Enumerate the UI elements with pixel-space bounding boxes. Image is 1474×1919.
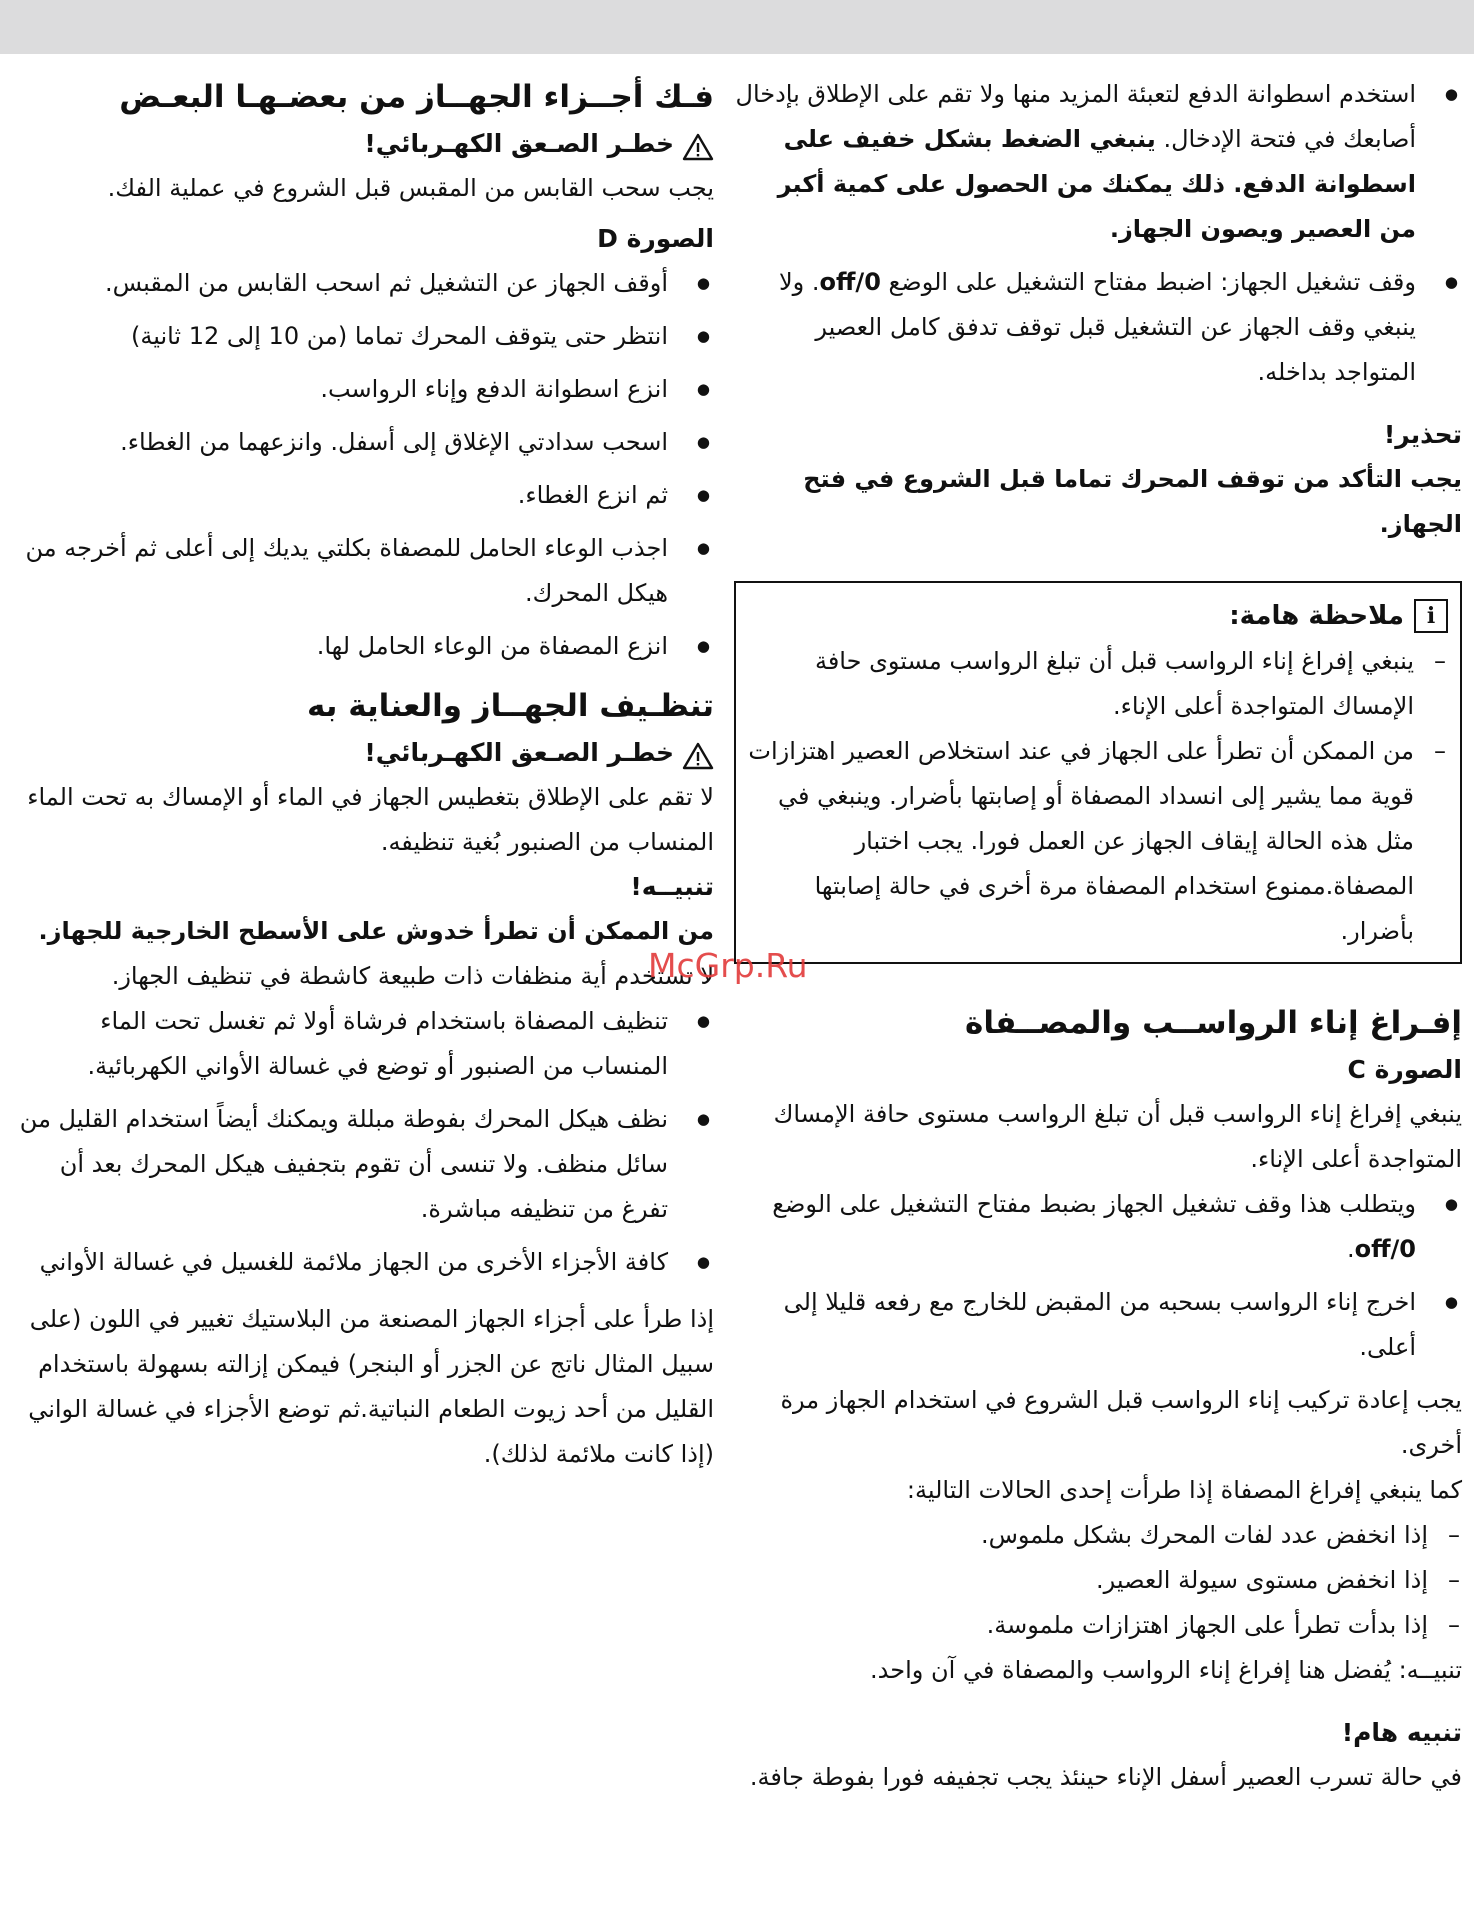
emptying-intro: ينبغي إفراغ إناء الرواسب قبل أن تبلغ الرواسب مستوى حافة الإمساك المتواجدة أعلى الإناء. <box>773 1100 1462 1173</box>
warning-triangle-icon <box>682 740 714 768</box>
list-item: ● اجذب الوعاء الحامل للمصفاة بكلتي يديك إلى أعلى ثم أخرجه من هيكل المحرك. <box>12 526 714 616</box>
disassembly-steps <box>12 261 714 669</box>
warning-triangle-icon <box>682 131 714 159</box>
list-item: ● تنظيف المصفاة باستخدام فرشاة أولا ثم تغسل تحت الماء المنساب من الصنبور أو توضع في غسالة الأواني الكهربائية. <box>12 999 714 1089</box>
caution-text: من الممكن أن تطرأ خدوش على الأسطح الخارجية للجهاز. <box>38 917 714 945</box>
figure-c-label: الصورة C <box>1347 1055 1462 1084</box>
discoloration-text: إذا طرأ على أجزاء الجهاز المصنعة من البلاستيك تغيير في اللون (على سبيل المثال ناتج عن الجزر أو البنجر) فيمكن إزالته بسهولة باستخدام القليل من أحد زيوت الطعام النباتية.ثم توضع الأجزاء في غسالة الواني (إذا كانت ملائمة لذلك). <box>28 1305 714 1468</box>
no-abrasive-text: لا تستخدم أية منظفات ذات طبيعة كاشطة في تنظيف الجهاز. <box>111 962 714 990</box>
list-item: ● وقف تشغيل الجهاز: اضبط مفتاح التشغيل على الوضع off/0. ولا ينبغي وقف الجهاز عن التشغيل قبل توقف تدفق كامل العصير المتواجد بداخله. <box>734 260 1462 395</box>
list-item: – ينبغي إفراغ إناء الرواسب قبل أن تبلغ الرواسب مستوى حافة الإمساك المتواجدة أعلى الإناء. <box>748 639 1448 729</box>
reassemble-text: يجب إعادة تركيب إناء الرواسب قبل الشروع في استخدام الجهاز مرة أخرى. <box>780 1386 1462 1459</box>
emptying-heading: إفـراغ إناء الرواســب والمصــفاة <box>965 1005 1462 1041</box>
watermark: McGrp.Ru <box>648 946 808 985</box>
unplug-text: يجب سحب القابس من المقبس قبل الشروع في عملية الفك. <box>107 174 714 202</box>
list-item: ● ويتطلب هذا وقف تشغيل الجهاز بضبط مفتاح التشغيل على الوضع off/0. <box>734 1182 1462 1272</box>
usage-bullets <box>734 72 1462 395</box>
list-item: – إذا انخفض مستوى سيولة العصير. <box>734 1558 1462 1603</box>
list-item: ● اسحب سدادتي الإغلاق إلى أسفل. وانزعهما من الغطاء. <box>12 420 714 465</box>
info-icon: i <box>1414 599 1448 633</box>
emptying-bullets <box>734 1182 1462 1370</box>
list-item: – من الممكن أن تطرأ على الجهاز في عند استخلاص العصير اهتزازات قوية مما يشير إلى انسداد المصفاة أو إصابتها بأضرار. وينبغي في مثل هذه الحالة إيقاف الجهاز عن العمل فورا. يجب اختبار المصفاة.ممنوع استخدام المصفاة مرة أخرى في حالة إصابتها بأضرار. <box>748 729 1448 954</box>
left-column <box>12 72 714 1477</box>
also-empty-text: كما ينبغي إفراغ المصفاة إذا طرأت إحدى الحالات التالية: <box>906 1476 1462 1504</box>
list-item: ● كافة الأجزاء الأخرى من الجهاز ملائمة للغسيل في غسالة الأواني <box>12 1240 714 1285</box>
tip-text: تنبيــه: يُفضل هنا إفراغ إناء الرواسب والمصفاة في آن واحد. <box>870 1656 1462 1684</box>
list-item: ● أوقف الجهاز عن التشغيل ثم اسحب القابس من المقبس. <box>12 261 714 306</box>
list-item: ● انزع المصفاة من الوعاء الحامل لها. <box>12 624 714 669</box>
caution-title: تنبيــه! <box>630 872 714 901</box>
warning-text: يجب التأكد من توقف المحرك تماما قبل الشروع في فتح الجهاز. <box>803 465 1462 538</box>
warning-title: تحذير! <box>1383 420 1462 449</box>
no-immerse-text: لا تقم على الإطلاق بتغطيس الجهاز في الماء أو الإمساك به تحت الماء المنساب من الصنبور بُغية تنظيفه. <box>27 783 714 856</box>
list-item: ● انزع اسطوانة الدفع وإناء الرواسب. <box>12 367 714 412</box>
cases-list <box>734 1513 1462 1648</box>
shock-warning-1: خطـر الصـعق الكهـربائي! <box>12 122 714 166</box>
cleaning-steps <box>12 999 714 1285</box>
cleaning-heading: تنظـيف الجهــاز والعناية به <box>307 688 714 724</box>
figure-d-label: الصورة D <box>597 224 714 253</box>
right-column <box>734 72 1462 1800</box>
note-list <box>748 639 1448 954</box>
list-item: ● اخرج إناء الرواسب بسحبه من المقبض للخارج مع رفعه قليلا إلى أعلى. <box>734 1280 1462 1370</box>
shock-warning-2: خطـر الصـعق الكهـربائي! <box>12 731 714 775</box>
list-item: – إذا انخفض عدد لفات المحرك بشكل ملموس. <box>734 1513 1462 1558</box>
list-item: ● انتظر حتى يتوقف المحرك تماما (من 10 إلى 12 ثانية) <box>12 314 714 359</box>
disassembly-heading: فـك أجــزاء الجهــاز من بعضـهـا البعـض <box>119 79 714 115</box>
list-item: ● ثم انزع الغطاء. <box>12 473 714 518</box>
note-header <box>748 593 1448 639</box>
list-item: ● استخدم اسطوانة الدفع لتعبئة المزيد منها ولا تقم على الإطلاق بإدخال أصابعك في فتحة الإدخال. ينبغي الضغط بشكل خفيف على اسطوانة الدفع. ذلك يمكنك من الحصول على كمية أكبر من العصير ويصون الجهاز. <box>734 72 1462 252</box>
important-text: في حالة تسرب العصير أسفل الإناء حينئذ يجب تجفيفه فورا بفوطة جافة. <box>749 1763 1462 1791</box>
list-item: ● نظف هيكل المحرك بفوطة مبللة ويمكنك أيضاً استخدام القليل من سائل منظف. ولا تنسى أن تقوم بتجفيف هيكل المحرك بعد أن تفرغ من تنظيفه مباشرة. <box>12 1097 714 1232</box>
list-item: – إذا بدأت تطرأ على الجهاز اهتزازات ملموسة. <box>734 1603 1462 1648</box>
note-title: ملاحظة هامة: <box>1229 601 1404 631</box>
top-banner <box>0 0 1474 54</box>
important-title: تنبيه هام! <box>1341 1718 1462 1747</box>
important-note-box <box>734 581 1462 964</box>
